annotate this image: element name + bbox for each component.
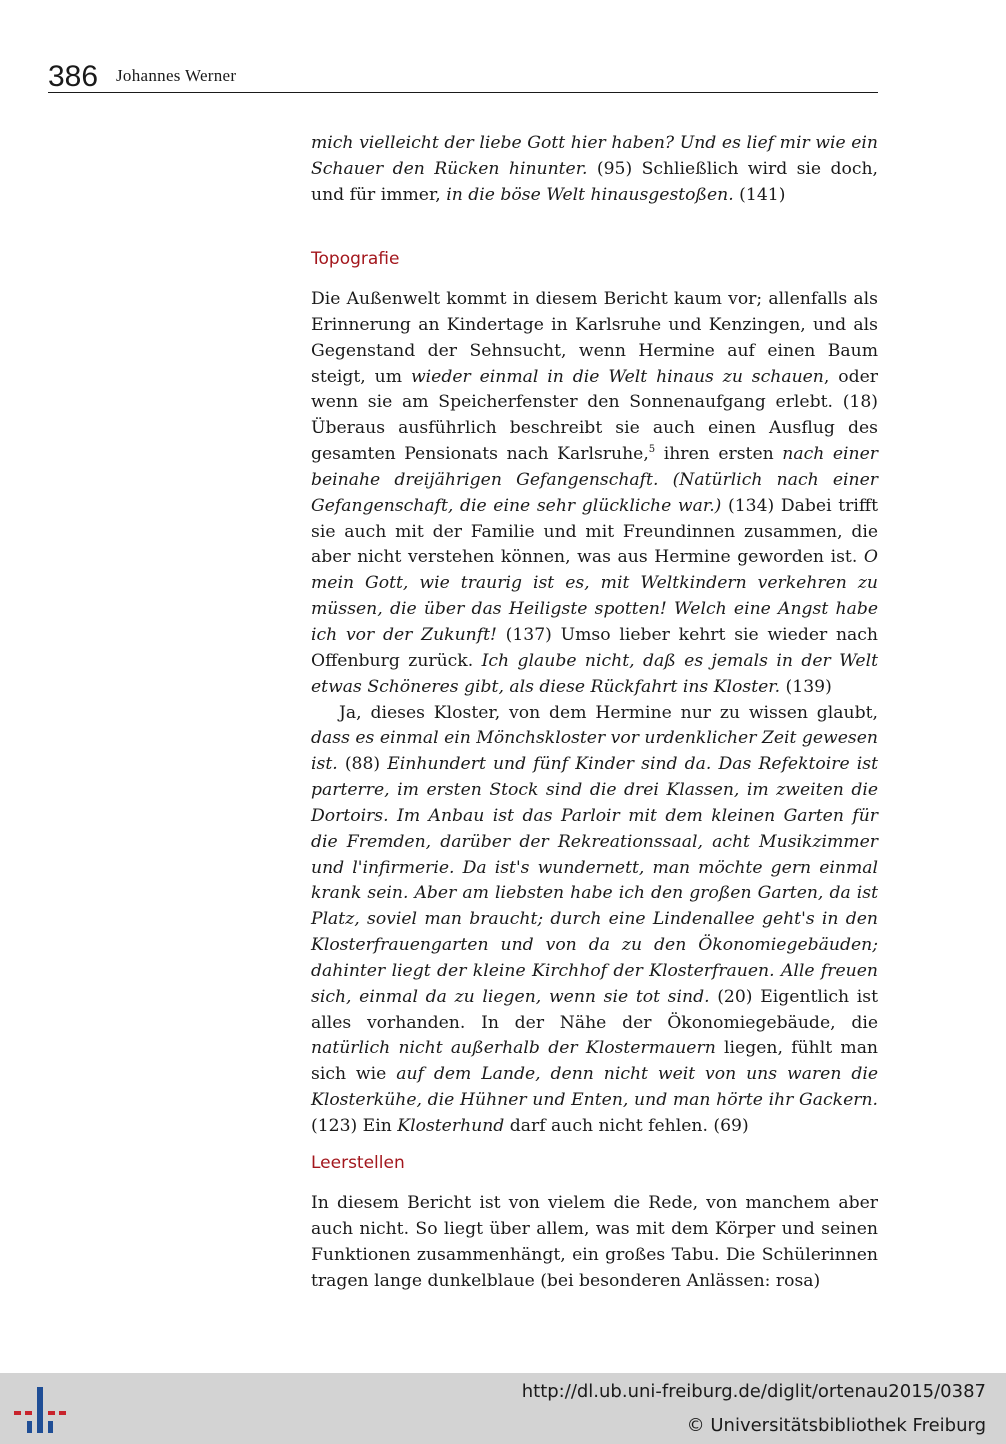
body-text: (139) xyxy=(780,676,832,697)
italic-quote: Einhundert und fünf Kinder sind da. Das Refektoire ist parterre, im ersten Stock sind die drei Klassen, im zweiten die Dortoirs. Im Anbau ist das Parloir mit dem kleinen Garten für die Fremden, darüber der Rekreationssaal, acht Musikzimmer und l'infirmerie. Da ist's wundernett, man möchte gern einmal krank sein. Aber am liebsten habe ich den großen Garten, da ist Platz, soviel man braucht; durch eine Lindenallee geht's in den Klosterfrauengarten und von da zu den Ökonomiegebäuden; dahinter liegt der kleine Kirchhof der Klosterfrauen. Alle freuen sich, einmal da zu liegen, wenn sie tot sind. xyxy=(311,754,878,1007)
running-head: Johannes Werner xyxy=(116,66,237,85)
italic-quote: O mein Gott, wie traurig ist es, mit Weltkindern verkehren zu müssen, die über das Heiligste spotten! Welch eine Angst habe ich vor der Zukunft! xyxy=(311,547,878,645)
body-text: (88) xyxy=(337,754,388,775)
body-text: Die Außenwelt kommt in diesem Bericht kaum vor; allenfalls als Erinnerung an Kindertage in Karlsruhe und Kenzingen, und als Gegenstand der Sehnsucht, wenn Hermine auf einen Baum steigt, um xyxy=(311,289,878,387)
footer-band xyxy=(0,1373,1006,1444)
section-heading-topografie: Topografie xyxy=(311,249,400,269)
intro-continuation xyxy=(311,131,878,209)
page-header xyxy=(48,62,878,93)
body-text: Ja, dieses Kloster, von dem Hermine nur zu wissen glaubt, xyxy=(339,702,878,723)
leerstellen-body xyxy=(311,1191,878,1294)
italic-quote: wieder einmal in die Welt hinaus zu schauen xyxy=(410,366,824,387)
body-text: liegen, fühlt man sich wie xyxy=(311,1038,879,1085)
topografie-paragraph-1 xyxy=(311,287,878,701)
body-text: darf auch nicht fehlen. (69) xyxy=(504,1116,749,1136)
italic-quote: Klosterhund xyxy=(397,1116,505,1136)
italic-quote: auf dem Lande, denn nicht weit von uns waren die Klosterkühe, die Hühner und Enten, und man hörte ihr Gackern. xyxy=(311,1064,878,1111)
body-text: (123) Ein xyxy=(311,1116,398,1136)
permalink-url[interactable]: http://dl.ub.uni-freiburg.de/diglit/ortenau2015/0387 xyxy=(521,1381,986,1402)
copyright-notice: © Universitätsbibliothek Freiburg xyxy=(686,1415,986,1436)
body-text: (141) xyxy=(733,184,786,205)
body-text: (95) Schließlich wird sie doch, und für immer, xyxy=(311,158,878,205)
page-number: 386 xyxy=(48,60,99,93)
body-text: (137) Umso lieber kehrt sie wieder nach Offenburg zurück. xyxy=(311,624,878,671)
italic-quote: in die böse Welt hinausgestoßen. xyxy=(446,184,734,205)
topografie-paragraph-2 xyxy=(311,701,878,1140)
body-text: , oder wenn sie am Speicherfenster den Sonnenaufgang erlebt. (18) Überaus ausführlich beschreibt sie auch einen Ausflug des gesamten Pensionats nach Karlsruhe, xyxy=(311,366,878,465)
intro-paragraph xyxy=(311,131,878,209)
leerstellen-paragraph-1: In diesem Bericht ist von vielem die Rede, von manchem aber auch nicht. So liegt über allem, was mit dem Körper und seinen Funktionen zusammenhängt, ein großes Tabu. Die Schülerinnen tragen lange dunkelblaue (bei besonderen Anlässen: rosa) xyxy=(311,1193,878,1291)
body-text: (20) Eigentlich ist alles vorhanden. In der Nähe der Ökonomiegebäude, die xyxy=(311,986,878,1033)
section-heading-leerstellen: Leerstellen xyxy=(311,1153,405,1173)
italic-quote: natürlich nicht außerhalb der Klostermauern xyxy=(311,1038,716,1059)
italic-quote: Ich glaube nicht, daß es jemals in der Welt etwas Schöneres gibt, als diese Rückfahrt ins Kloster. xyxy=(311,650,878,697)
italic-quote: mich vielleicht der liebe Gott hier haben? Und es lief mir wie ein Schauer den Rücken hinunter. xyxy=(311,133,878,179)
footnote-reference[interactable]: 5 xyxy=(648,444,656,456)
italic-quote: dass es einmal ein Mönchskloster vor urdenklicher Zeit gewesen ist. xyxy=(311,728,878,775)
ub-freiburg-logo-icon xyxy=(14,1385,66,1435)
body-text: ihren ersten xyxy=(655,444,783,465)
body-text: (134) Dabei trifft sie auch mit der Familie und mit Freundinnen zusammen, die aber nicht verstehen können, was aus Hermine geworden ist. xyxy=(311,495,878,568)
italic-quote: nach einer beinahe dreijährigen Gefangenschaft. (Natürlich nach einer Gefangenschaft, die eine sehr glückliche war.) xyxy=(311,444,878,516)
topografie-body xyxy=(311,287,878,1140)
